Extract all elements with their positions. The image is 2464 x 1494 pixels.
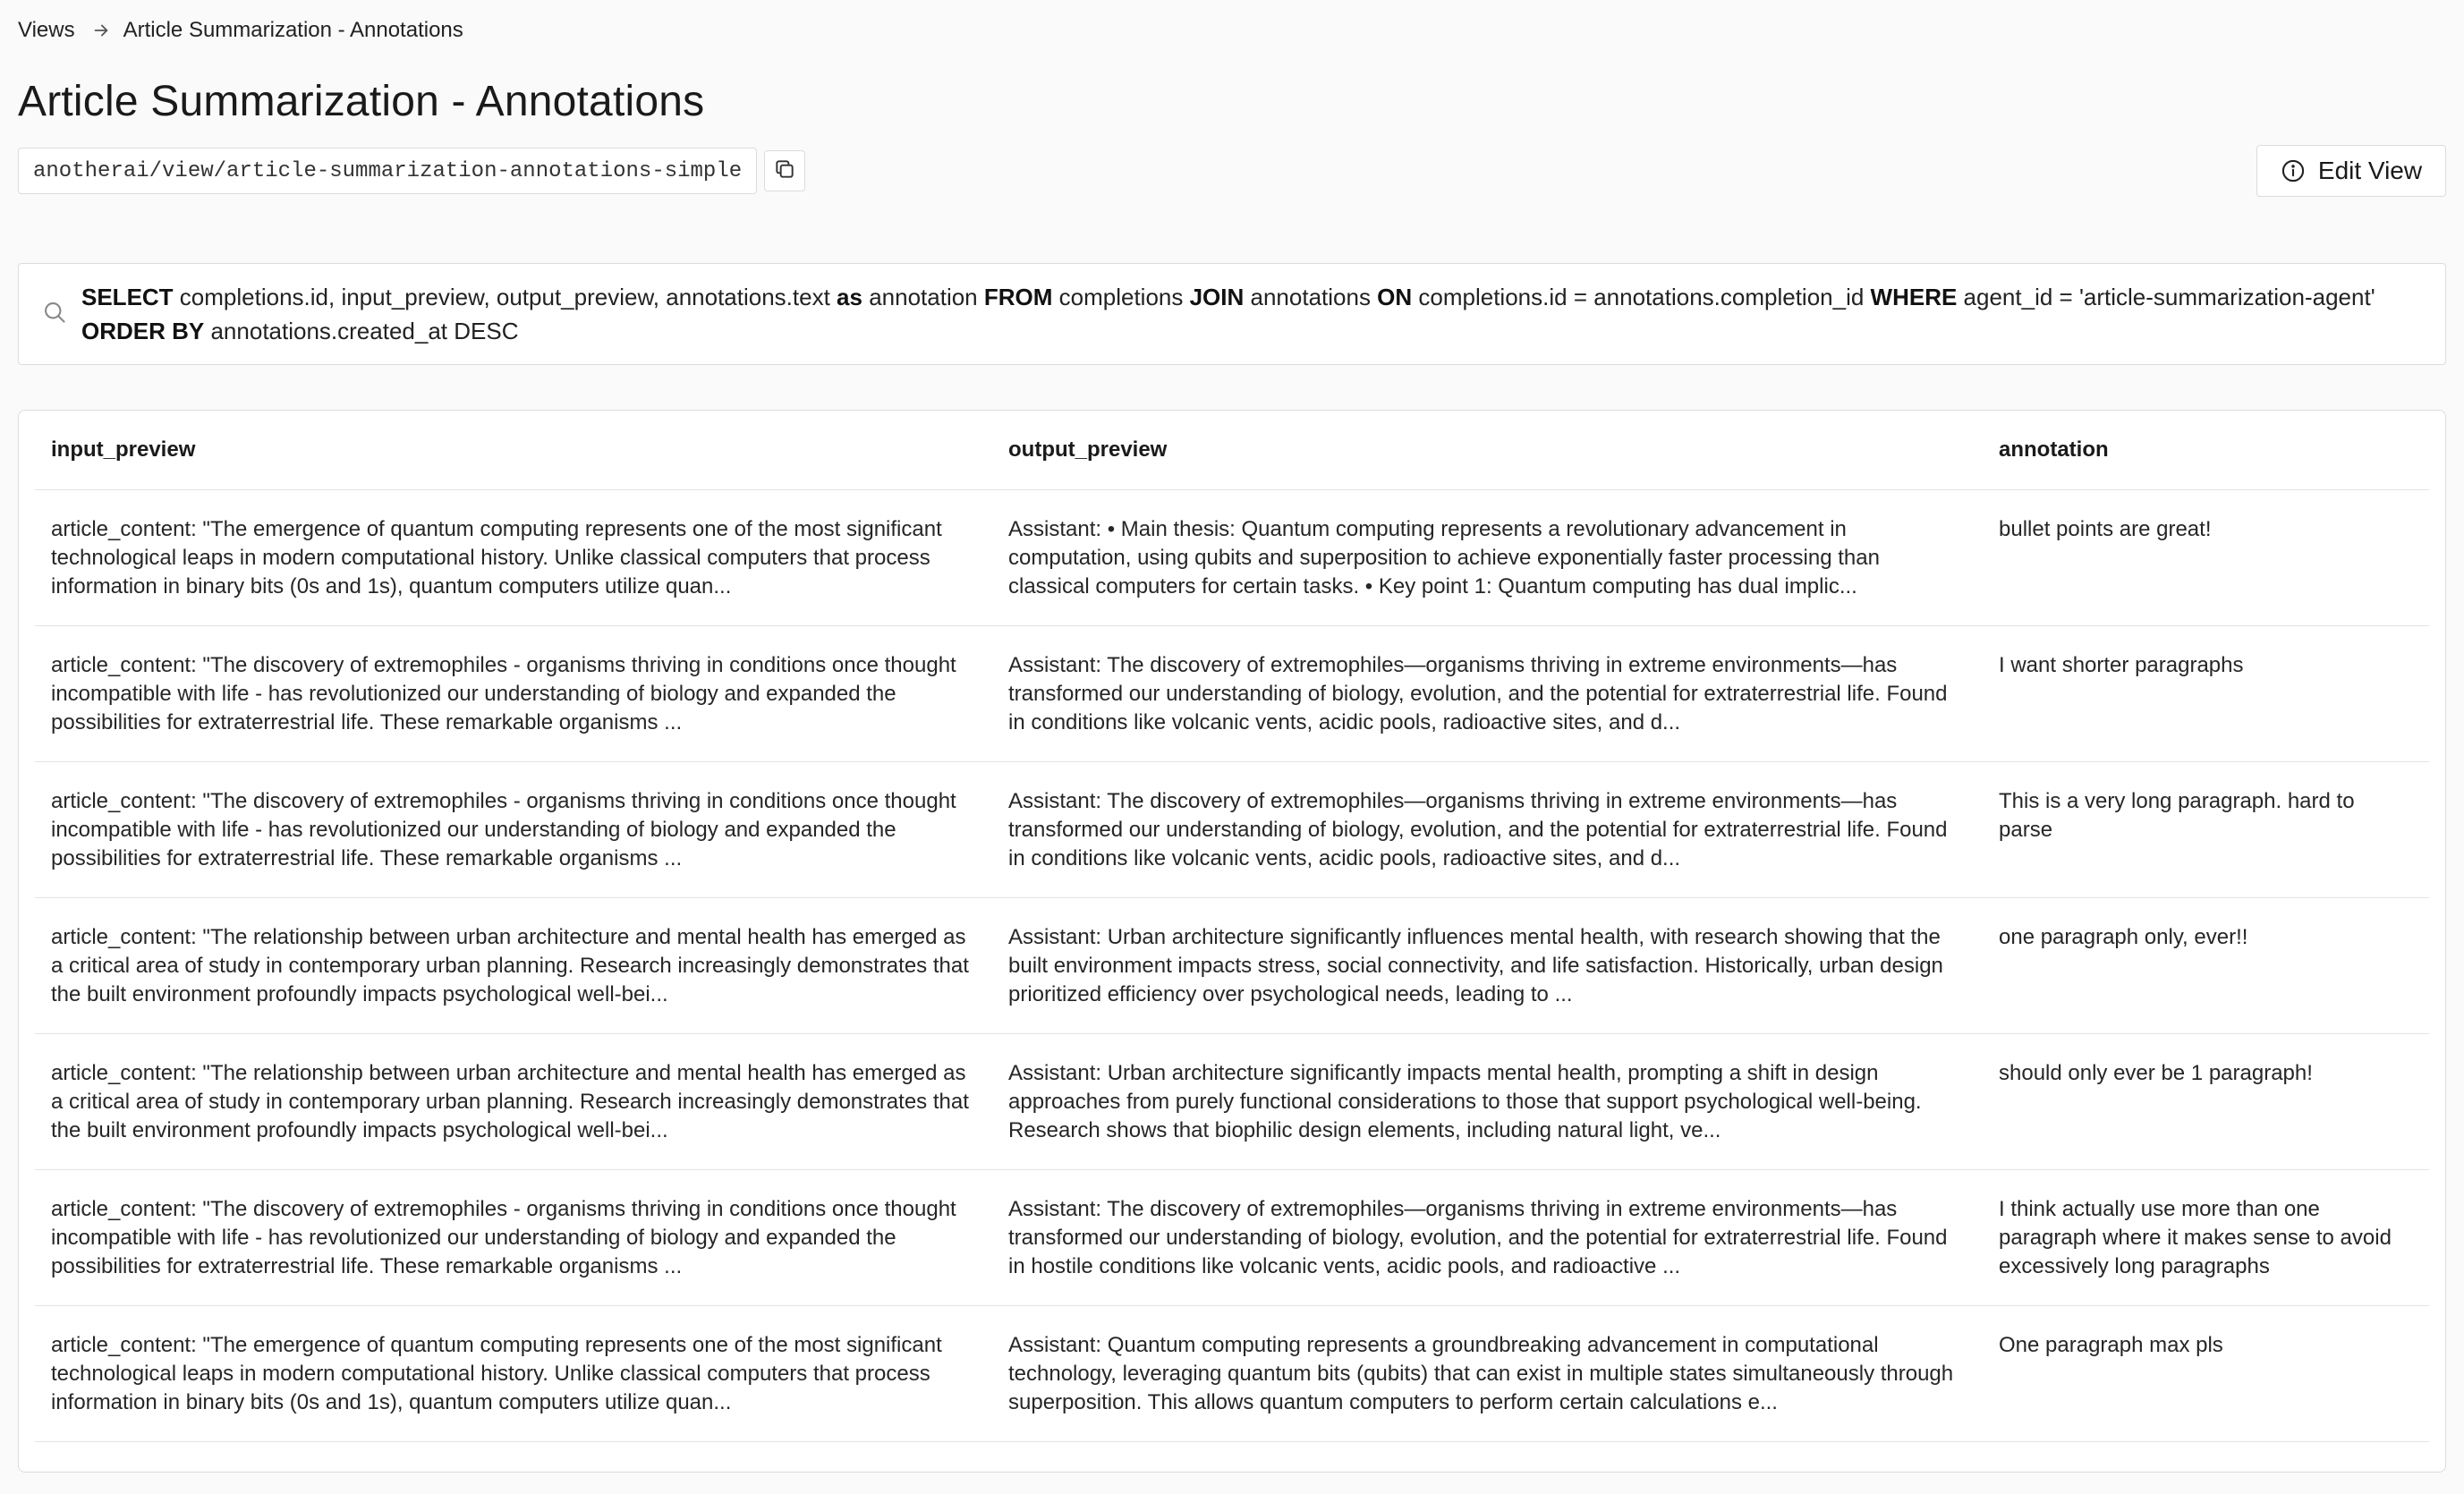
edit-view-button[interactable] xyxy=(2256,145,2446,197)
table-row[interactable] xyxy=(35,897,2429,1033)
column-header-input-preview[interactable]: input_preview xyxy=(35,411,992,489)
sql-keyword: ORDER BY xyxy=(81,318,205,344)
cell-output-preview: Assistant: The discovery of extremophiles—organisms thriving in extreme environments—has transformed our understanding of biology, evolution, and the potential for extraterrestrial life. Found in hostile conditions like volcanic vents, acidic pools, and radioactive ... xyxy=(992,1169,1983,1305)
breadcrumb-views-link[interactable]: Views xyxy=(18,18,75,42)
table-row[interactable] xyxy=(35,761,2429,897)
sql-text: completions.id = annotations.completion_id xyxy=(1412,284,1871,310)
table-row[interactable] xyxy=(35,1169,2429,1305)
page-title: Article Summarization - Annotations xyxy=(18,78,705,125)
cell-input-preview: article_content: "The emergence of quantum computing represents one of the most significant technological leaps in modern computational history. Unlike classical computers that process information in binary bits (0s and 1s), quantum computers utilize quan... xyxy=(35,1305,992,1441)
table-row[interactable] xyxy=(35,1033,2429,1169)
sql-text: completions.id, input_preview, output_preview, annotations.text xyxy=(173,284,837,310)
cell-input-preview: article_content: "The relationship between urban architecture and mental health has emerged as a critical area of study in contemporary urban planning. Research increasingly demonstrates that the built environment profoundly impacts psychological well-bei... xyxy=(35,897,992,1033)
cell-annotation: I want shorter paragraphs xyxy=(1983,625,2429,761)
cell-output-preview: Assistant: Urban architecture significantly influences mental health, with research showing that the built environment impacts stress, social connectivity, and life satisfaction. Historically, urban design prioritized efficiency over psychological needs, leading to ... xyxy=(992,897,1983,1033)
sql-text: annotations.created_at DESC xyxy=(204,318,519,344)
table-row[interactable] xyxy=(35,489,2429,625)
sql-query-box[interactable] xyxy=(18,263,2446,365)
table-row[interactable] xyxy=(35,625,2429,761)
cell-input-preview: article_content: "The discovery of extremophiles - organisms thriving in conditions once thought incompatible with life - has revolutionized our understanding of biology and expanded the possibilities for extraterrestrial life. These remarkable organisms ... xyxy=(35,761,992,897)
cell-output-preview: Assistant: The discovery of extremophiles—organisms thriving in extreme environments—has transformed our understanding of biology, evolution, and the potential for extraterrestrial life. Found in conditions like volcanic vents, acidic pools, radioactive sites, and d... xyxy=(992,761,1983,897)
sql-text: annotation xyxy=(862,284,984,310)
sql-keyword: as xyxy=(837,284,862,310)
cell-annotation: one paragraph only, ever!! xyxy=(1983,897,2429,1033)
sql-text: annotations xyxy=(1244,284,1378,310)
table-row[interactable] xyxy=(35,1305,2429,1441)
cell-annotation: One paragraph max pls xyxy=(1983,1305,2429,1441)
info-icon xyxy=(2281,158,2306,183)
column-header-output-preview[interactable]: output_preview xyxy=(992,411,1983,489)
sql-text: agent_id = 'article-summarization-agent' xyxy=(1957,284,2375,310)
cell-output-preview: Assistant: Quantum computing represents a groundbreaking advancement in computational technology, leveraging quantum bits (qubits) that can exist in multiple states simultaneously through superposition. This allows quantum computers to perform certain calculations e... xyxy=(992,1305,1983,1441)
table-header-row xyxy=(35,411,2429,489)
sql-keyword: SELECT xyxy=(81,284,174,310)
view-url-field[interactable]: anotherai/view/article-summarization-annotations-simple xyxy=(18,148,757,194)
arrow-right-icon xyxy=(91,21,111,40)
cell-input-preview: article_content: "The discovery of extremophiles - organisms thriving in conditions once thought incompatible with life - has revolutionized our understanding of biology and expanded the possibilities for extraterrestrial life. These remarkable organisms ... xyxy=(35,1169,992,1305)
sql-keyword: JOIN xyxy=(1189,284,1245,310)
column-header-annotation[interactable]: annotation xyxy=(1983,411,2429,489)
sql-keyword: WHERE xyxy=(1870,284,1958,310)
sql-keyword: FROM xyxy=(983,284,1053,310)
cell-input-preview: article_content: "The relationship between urban architecture and mental health has emerged as a critical area of study in contemporary urban planning. Research increasingly demonstrates that the built environment profoundly impacts psychological well-bei... xyxy=(35,1033,992,1169)
cell-output-preview: Assistant: • Main thesis: Quantum computing represents a revolutionary advancement in computation, using qubits and superposition to achieve exponentially faster processing than classical computers for certain tasks. • Key point 1: Quantum computing has dual implic... xyxy=(992,489,1983,625)
results-table xyxy=(35,411,2429,1442)
cell-output-preview: Assistant: Urban architecture significantly impacts mental health, prompting a shift in design approaches from purely functional considerations to those that support psychological well-being. Research shows that biophilic design elements, including natural light, ve... xyxy=(992,1033,1983,1169)
sql-query-text xyxy=(81,280,2418,348)
breadcrumb xyxy=(18,0,2446,61)
sql-text: completions xyxy=(1052,284,1190,310)
cell-output-preview: Assistant: The discovery of extremophiles—organisms thriving in extreme environments—has transformed our understanding of biology, evolution, and the potential for extraterrestrial life. Found in conditions like volcanic vents, acidic pools, radioactive sites, and d... xyxy=(992,625,1983,761)
cell-annotation: This is a very long paragraph. hard to parse xyxy=(1983,761,2429,897)
cell-annotation: bullet points are great! xyxy=(1983,489,2429,625)
copy-url-button[interactable] xyxy=(764,150,805,191)
search-icon xyxy=(42,300,67,325)
cell-annotation: I think actually use more than one paragraph where it makes sense to avoid excessively long paragraphs xyxy=(1983,1169,2429,1305)
view-url-row xyxy=(18,145,2446,197)
cell-input-preview: article_content: "The emergence of quantum computing represents one of the most significant technological leaps in modern computational history. Unlike classical computers that process information in binary bits (0s and 1s), quantum computers utilize quan... xyxy=(35,489,992,625)
cell-input-preview: article_content: "The discovery of extremophiles - organisms thriving in conditions once thought incompatible with life - has revolutionized our understanding of biology and expanded the possibilities for extraterrestrial life. These remarkable organisms ... xyxy=(35,625,992,761)
results-table-card xyxy=(18,410,2446,1473)
breadcrumb-current: Article Summarization - Annotations xyxy=(123,18,463,42)
sql-keyword: ON xyxy=(1377,284,1413,310)
edit-view-label: Edit View xyxy=(2317,157,2423,184)
cell-annotation: should only ever be 1 paragraph! xyxy=(1983,1033,2429,1169)
copy-icon xyxy=(773,157,796,185)
